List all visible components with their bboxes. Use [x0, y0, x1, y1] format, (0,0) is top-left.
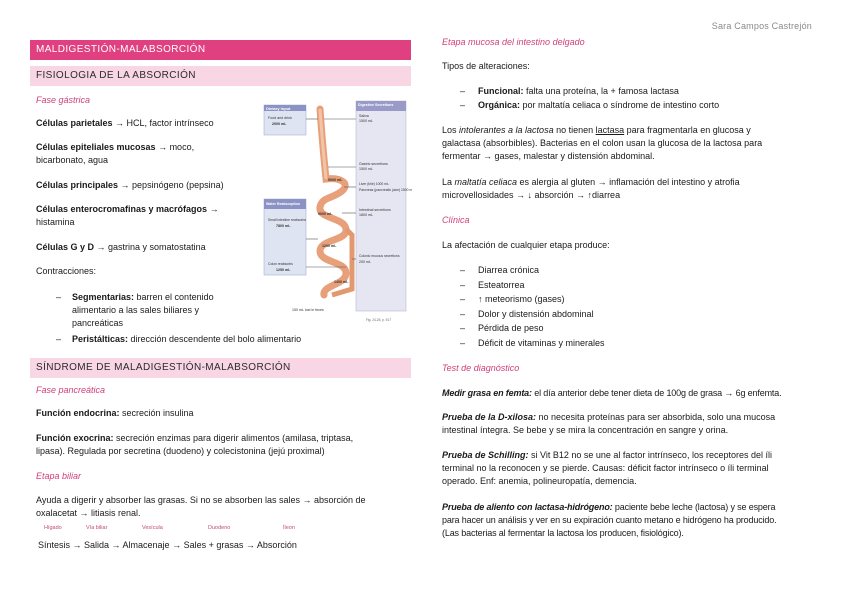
tipos-label: Tipos de alteraciones:: [442, 61, 530, 71]
celiaca-paragraph: La maltatía celiaca es alergia al gluten → inflamación del intestino y atrofia microvellosidades → ↓ absorción → ↑diarrea: [442, 177, 740, 200]
author-name: Sara Campos Castrejón: [711, 21, 812, 31]
organ-higado: Hígado: [44, 525, 62, 531]
funcional-item: – Funcional: falta una proteína, la + famosa lactasa: [460, 86, 679, 96]
sindrome-title-bar: SÍNDROME DE MALADIGESTIÓN-MALABSORCIÓN: [30, 358, 411, 378]
food-drink-label: Food and drink: [268, 116, 292, 120]
flow-3-label: 1200 mL: [322, 244, 337, 248]
fase-pancreatica-heading: Fase pancreática: [36, 385, 106, 395]
gastric-label: Gastric secretions: [359, 162, 388, 166]
cell-epiteliales: Células epiteliales mucosas → moco, bicarbonato, agua: [36, 142, 195, 165]
colonic-label: Colonic mucous secretions: [359, 254, 400, 258]
flow-2-label: 9000 mL: [318, 212, 333, 216]
test-heading: Test de diagnóstico: [442, 363, 520, 373]
exocrina-paragraph: Función exocrina: secreción enzimas para digerir alimentos (amilasa, triptasa, lipasa). Regulada por secretina (duodeno) y colecistonina (jejú proximal): [36, 433, 354, 456]
intolerantes-paragraph: Los intolerantes a la lactosa no tienen lactasa para fragmentarla en glucosa y galactasa (absorbibles). Bacterias en el colon usan la glucosa de la lactosa para fermentar → gases, malestar y distensión abdominal.: [442, 125, 763, 161]
afectacion-label: La afectación de cualquier etapa produce:: [442, 240, 610, 250]
feces-label: 150 mL lost in feces: [292, 308, 324, 312]
saliva-label: Saliva: [359, 114, 369, 118]
list-item: – Dolor y distensión abdominal: [460, 308, 594, 319]
fase-gastrica-heading: Fase gástrica: [36, 95, 91, 105]
flow-4-label: 1400 mL: [334, 280, 349, 284]
colon-ml-label: 1250 mL: [276, 268, 291, 272]
biliar-paragraph: Ayuda a digerir y absorber las grasas. Si no se absorben las sales → absorción de oxalacetat → litiasis renal.: [36, 495, 366, 518]
organ-duodeno: Duodeno: [208, 525, 231, 531]
clinica-heading: Clínica: [442, 215, 470, 225]
food-ml-label: 2000 mL: [272, 122, 287, 126]
schilling-paragraph: Prueba de Schilling: si Vit B12 no se une al factor intrínseco, los receptores del íli terminal no la reconocen y se pierde. Causas: déficit factor intrínseco o íli terminal operado. Enf: anemia, polineuropatía, demencia.: [442, 450, 772, 486]
grasa-paragraph: Medir grasa en femta: el día anterior debe tener dieta de 100g de grasa → 6g enfemta.: [442, 388, 782, 398]
digestive-secretions-label: Digestive Secretions: [358, 103, 394, 107]
etapa-biliar-heading: Etapa biliar: [36, 471, 82, 481]
gastric-ml-label: 1500 mL: [359, 167, 373, 171]
cell-parietales: Células parietales → HCL, factor intrínseco: [36, 118, 214, 128]
list-item: – Esteatorrea: [460, 279, 525, 290]
fluid-balance-diagram: [262, 99, 412, 325]
list-item: – ↑ meteorismo (gases): [460, 294, 565, 304]
cell-g-d: Células G y D → gastrina y somatostatina: [36, 242, 206, 252]
digestive-fluid-figure: [262, 99, 412, 325]
organ-vesicula: Vesícula: [142, 525, 163, 531]
list-item: – Diarrea crónica: [460, 265, 540, 275]
list-item: – Déficit de vitaminas y minerales: [460, 337, 605, 348]
sintomas-list: [460, 264, 800, 351]
colonic-ml-label: 200 mL: [359, 260, 371, 264]
segmentarias-item: – Segmentarias: barren el contenido alimentario a las sales biliares y pancreáticas: [56, 292, 214, 328]
contracciones-label: Contracciones:: [36, 266, 97, 276]
cell-enterocromafinas: Células enterocromafinas y macrófagos → histamina: [36, 204, 219, 227]
organica-item: – Orgánica: por maltatía celiaca o síndrome de intestino corto: [460, 100, 720, 110]
saliva-ml-label: 1500 mL: [359, 119, 373, 123]
intestinal-label: Intestinal secretions: [359, 208, 391, 212]
biliar-flow: Síntesis → Salida → Almacenaje → Sales + grasas → Absorción: [38, 540, 297, 550]
fisiologia-title-bar: FISIOLOGIA DE LA ABSORCIÓN: [30, 66, 411, 86]
organ-ileon: Íleon: [283, 525, 295, 531]
colon-label: Colon reabsorbs: [268, 262, 293, 266]
water-reabsorption-label: Water Reabsorption: [266, 202, 301, 206]
small-intestine-label: Small intestine reabsorbs: [268, 218, 307, 222]
main-title-bar: MALDIGESTIÓN-MALABSORCIÓN: [30, 40, 411, 60]
cell-principales: Células principales → pepsinógeno (pepsina): [36, 180, 224, 190]
etapa-mucosa-heading: Etapa mucosa del intestino delgado: [442, 37, 585, 47]
aliento-paragraph: Prueba de aliento con lactasa-hidrógeno: paciente bebe leche (lactosa) y se espera para hacer un análisis y ver en su expiración cuanto metano e hidrógeno ha producido. (Las bacterias al fermentar la lactosa los producen, fisiológico).: [442, 502, 777, 538]
intestinal-ml-label: 1800 mL: [359, 213, 373, 217]
peristalticas-item: – Peristálticas: dirección descendente del bolo alimentario: [56, 334, 302, 344]
pancreas-label: Pancreas (pancreatic juice) 1500 mL: [359, 188, 412, 192]
liver-label: Liver (bile) 1000 mL: [359, 182, 389, 186]
endocrina-paragraph: Función endocrina: secreción insulina: [36, 408, 194, 418]
dietary-input-label: Dietary Input: [266, 106, 291, 111]
small-ml-label: 7800 mL: [276, 224, 291, 228]
flow-1-label: 5000 mL: [328, 178, 343, 182]
organ-via-biliar: Vía biliar: [86, 525, 108, 531]
list-item: – Pérdida de peso: [460, 323, 544, 333]
figure-caption: Fig. 24-25, p. 917: [366, 318, 391, 322]
xilosa-paragraph: Prueba de la D-xilosa: no necesita proteínas para ser absorbida, solo una mucosa intestinal íntegra. Se bebe y se mira la concentración en sangre y orina.: [442, 412, 776, 435]
